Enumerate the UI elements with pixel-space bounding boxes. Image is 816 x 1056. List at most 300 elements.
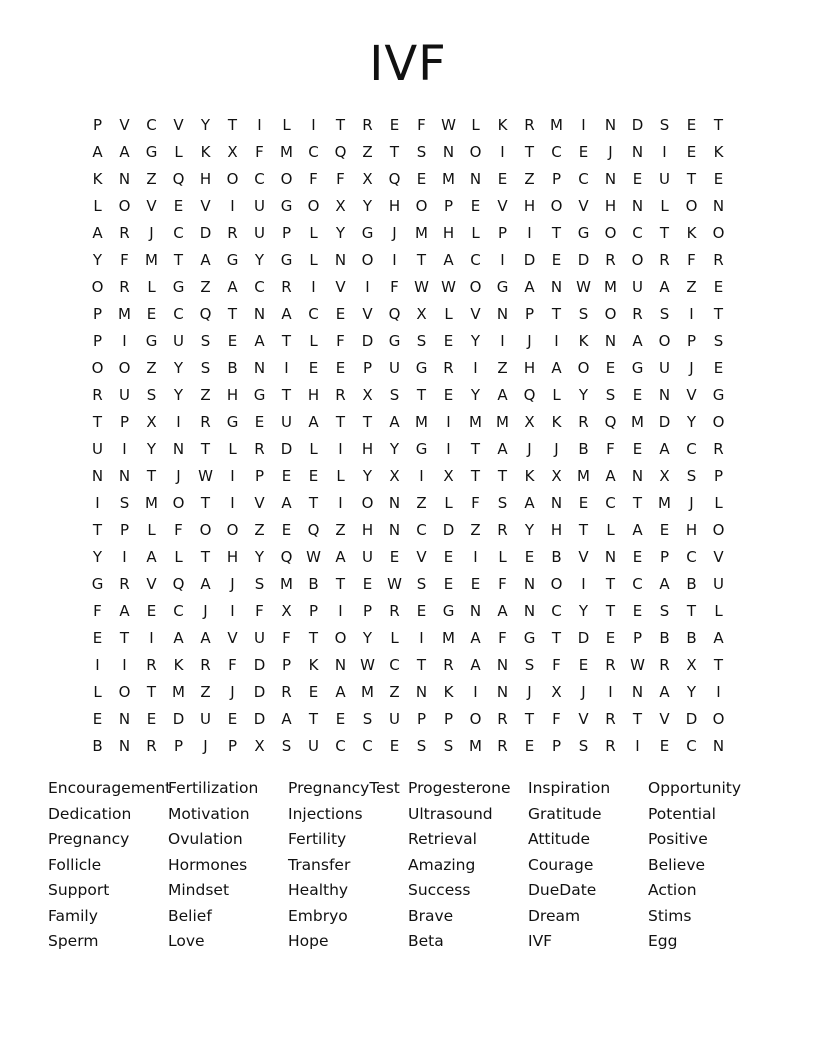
grid-letter: E (173, 197, 184, 215)
grid-letter: S (443, 737, 454, 755)
grid-letter: E (686, 143, 697, 161)
grid-letter: I (311, 116, 316, 134)
grid-letter: E (524, 548, 535, 566)
grid-letter: E (632, 602, 643, 620)
grid-letter: H (199, 170, 212, 188)
word-list-item: Stims (648, 906, 692, 925)
grid-letter: J (203, 602, 208, 620)
grid-letter: I (473, 683, 478, 701)
grid-letter: T (146, 683, 157, 701)
word-list-item: DueDate (528, 881, 597, 899)
grid-letter: O (604, 305, 617, 323)
grid-letter: J (149, 224, 154, 242)
grid-letter: E (92, 629, 103, 647)
grid-letter: A (470, 629, 481, 647)
grid-letter: V (173, 116, 184, 134)
grid-letter: I (527, 224, 532, 242)
grid-letter: Z (362, 143, 373, 161)
grid-letter: T (416, 656, 427, 674)
grid-letter: A (632, 521, 643, 539)
grid-letter: W (360, 656, 375, 674)
grid-letter: X (362, 170, 373, 188)
grid-letter: D (658, 413, 671, 431)
grid-letter: H (226, 548, 239, 566)
grid-letter: M (658, 494, 671, 512)
grid-letter: I (581, 116, 586, 134)
grid-letter: A (524, 494, 535, 512)
grid-letter: N (91, 467, 104, 485)
grid-letter: G (91, 575, 104, 593)
grid-letter: R (119, 278, 130, 296)
grid-letter: Y (389, 440, 400, 458)
grid-letter: H (550, 521, 563, 539)
grid-letter: Q (334, 143, 347, 161)
grid-letter: L (498, 548, 507, 566)
grid-letter: S (578, 305, 589, 323)
grid-letter: G (388, 332, 401, 350)
grid-letter: T (470, 440, 481, 458)
grid-letter: R (443, 656, 454, 674)
grid-letter: I (122, 440, 127, 458)
grid-letter: A (470, 656, 481, 674)
word-list-item: Potential (648, 804, 716, 823)
grid-letter: T (470, 467, 481, 485)
grid-letter: P (92, 116, 103, 134)
grid-letter: A (659, 683, 670, 701)
grid-letter: X (524, 413, 535, 431)
grid-letter: R (200, 656, 211, 674)
grid-letter: B (92, 737, 103, 755)
grid-letter: T (146, 467, 157, 485)
grid-letter: J (689, 359, 694, 377)
grid-letter: H (442, 224, 455, 242)
grid-letter: O (712, 224, 725, 242)
word-list-item: Courage (528, 855, 594, 874)
grid-letter: G (253, 386, 266, 404)
grid-letter: J (581, 683, 586, 701)
grid-letter: F (606, 440, 615, 458)
grid-letter: H (226, 386, 239, 404)
grid-letter: X (389, 467, 400, 485)
grid-letter: M (280, 143, 293, 161)
grid-letter: E (443, 575, 454, 593)
grid-letter: A (497, 440, 508, 458)
grid-letter: U (281, 413, 292, 431)
grid-letter: S (389, 386, 400, 404)
grid-letter: E (713, 278, 724, 296)
grid-letter: B (551, 548, 562, 566)
grid-letter: M (550, 116, 563, 134)
grid-letter: T (713, 656, 724, 674)
grid-letter: E (146, 602, 157, 620)
grid-letter: U (173, 332, 184, 350)
grid-letter: G (361, 224, 374, 242)
grid-letter: W (414, 278, 429, 296)
word-list-item: Dream (528, 906, 581, 925)
grid-letter: M (442, 629, 455, 647)
grid-letter: U (254, 629, 265, 647)
grid-letter: T (686, 170, 697, 188)
word-list-item: Ovulation (168, 830, 243, 848)
grid-letter: U (200, 710, 211, 728)
grid-letter: A (200, 575, 211, 593)
grid-letter: N (442, 143, 455, 161)
grid-letter: I (311, 278, 316, 296)
grid-letter: L (552, 386, 561, 404)
grid-letter: R (713, 440, 724, 458)
grid-letter: N (334, 656, 347, 674)
grid-letter: N (388, 494, 401, 512)
grid-letter: Y (578, 386, 589, 404)
grid-letter: A (281, 305, 292, 323)
grid-letter: M (415, 413, 428, 431)
grid-letter: D (442, 521, 455, 539)
grid-letter: N (496, 305, 509, 323)
grid-letter: R (659, 251, 670, 269)
grid-letter: A (497, 602, 508, 620)
grid-letter: T (632, 710, 643, 728)
grid-letter: E (470, 575, 481, 593)
grid-letter: R (713, 251, 724, 269)
grid-letter: I (122, 332, 127, 350)
grid-letter: H (388, 197, 401, 215)
grid-letter: G (415, 359, 428, 377)
grid-letter: E (578, 494, 589, 512)
grid-letter: E (605, 629, 616, 647)
grid-letter: T (551, 224, 562, 242)
grid-letter: K (524, 467, 535, 485)
grid-letter: E (470, 197, 481, 215)
grid-letter: K (200, 143, 211, 161)
grid-letter: P (362, 602, 373, 620)
grid-letter: B (227, 359, 238, 377)
grid-letter: J (527, 440, 532, 458)
grid-letter: V (416, 548, 427, 566)
grid-letter: S (713, 332, 724, 350)
grid-letter: R (497, 710, 508, 728)
word-list-item: Encouragement (48, 779, 172, 797)
grid-letter: Q (172, 575, 185, 593)
grid-letter: S (659, 305, 670, 323)
grid-letter: H (307, 386, 320, 404)
grid-letter: L (309, 251, 318, 269)
grid-letter: L (471, 224, 480, 242)
word-list-item: Mindset (168, 881, 230, 899)
grid-letter: K (173, 656, 184, 674)
word-list-item: Pregnancy (48, 830, 130, 848)
grid-letter: G (442, 602, 455, 620)
grid-letter: E (389, 548, 400, 566)
grid-letter: V (200, 197, 211, 215)
grid-letter: Q (604, 413, 617, 431)
grid-letter: B (686, 629, 697, 647)
grid-letter: D (577, 251, 590, 269)
grid-letter: I (392, 251, 397, 269)
grid-letter: Y (173, 359, 184, 377)
grid-letter: E (416, 170, 427, 188)
grid-letter: W (387, 575, 402, 593)
grid-letter: E (92, 710, 103, 728)
grid-letter: F (282, 629, 291, 647)
grid-letter: P (227, 737, 238, 755)
grid-letter: T (362, 413, 373, 431)
grid-letter: T (524, 143, 535, 161)
grid-letter: N (604, 116, 617, 134)
grid-letter: Y (200, 116, 211, 134)
grid-letter: T (281, 386, 292, 404)
grid-letter: C (578, 170, 589, 188)
grid-letter: R (92, 386, 103, 404)
grid-letter: I (581, 575, 586, 593)
word-list-item: Hormones (168, 855, 248, 874)
grid-letter: T (227, 305, 238, 323)
grid-letter: L (93, 197, 102, 215)
grid-letter: A (443, 251, 454, 269)
grid-letter: O (172, 494, 185, 512)
grid-letter: X (146, 413, 157, 431)
grid-letter: T (497, 467, 508, 485)
grid-letter: K (443, 683, 454, 701)
grid-letter: V (470, 305, 481, 323)
grid-letter: I (500, 143, 505, 161)
grid-letter: Y (254, 251, 265, 269)
grid-letter: N (469, 602, 482, 620)
grid-letter: S (146, 386, 157, 404)
grid-letter: P (173, 737, 184, 755)
grid-letter: I (635, 737, 640, 755)
grid-letter: R (605, 737, 616, 755)
grid-letter: Y (524, 521, 535, 539)
grid-letter: I (95, 656, 100, 674)
grid-letter: E (227, 332, 238, 350)
grid-letter: T (308, 710, 319, 728)
grid-letter: P (281, 656, 292, 674)
word-list-item: Amazing (408, 855, 476, 874)
grid-letter: T (551, 305, 562, 323)
grid-letter: O (199, 521, 212, 539)
word-list-item: Fertility (288, 830, 347, 848)
grid-letter: X (281, 602, 292, 620)
grid-letter: E (308, 359, 319, 377)
grid-letter: L (174, 548, 183, 566)
grid-letter: S (416, 575, 427, 593)
grid-letter: T (92, 521, 103, 539)
word-list-item: Dedication (48, 804, 132, 823)
grid-letter: L (228, 440, 237, 458)
grid-letter: B (308, 575, 319, 593)
grid-letter: S (578, 737, 589, 755)
grid-letter: I (608, 683, 613, 701)
grid-letter: P (92, 332, 103, 350)
grid-letter: I (95, 494, 100, 512)
word-list-item: Sperm (48, 932, 99, 950)
grid-letter: C (632, 575, 643, 593)
grid-letter: D (361, 332, 374, 350)
grid-letter: X (335, 197, 346, 215)
grid-letter: S (686, 467, 697, 485)
grid-letter: J (230, 683, 235, 701)
grid-letter: L (282, 116, 291, 134)
grid-letter: I (446, 440, 451, 458)
grid-letter: T (524, 710, 535, 728)
grid-letter: X (443, 467, 454, 485)
grid-letter: U (632, 278, 643, 296)
grid-letter: F (687, 251, 696, 269)
grid-letter: Y (362, 629, 373, 647)
grid-letter: J (554, 440, 559, 458)
grid-letter: O (91, 359, 104, 377)
grid-letter: N (631, 197, 644, 215)
grid-letter: Q (307, 521, 320, 539)
grid-letter: E (146, 305, 157, 323)
grid-letter: L (309, 440, 318, 458)
grid-letter: W (441, 278, 456, 296)
grid-letter: F (498, 575, 507, 593)
grid-letter: F (255, 602, 264, 620)
word-list-item: Action (648, 881, 697, 899)
grid-letter: P (119, 521, 130, 539)
grid-letter: L (444, 494, 453, 512)
grid-letter: X (551, 467, 562, 485)
grid-letter: V (146, 575, 157, 593)
grid-letter: G (145, 143, 158, 161)
grid-letter: Z (200, 278, 211, 296)
grid-letter: K (308, 656, 319, 674)
grid-letter: W (630, 656, 645, 674)
grid-letter: S (416, 737, 427, 755)
grid-letter: C (605, 494, 616, 512)
grid-letter: O (361, 494, 374, 512)
grid-letter: A (335, 683, 346, 701)
grid-letter: L (390, 629, 399, 647)
grid-letter: I (284, 359, 289, 377)
grid-letter: L (174, 143, 183, 161)
grid-letter: N (388, 521, 401, 539)
grid-letter: F (552, 656, 561, 674)
grid-letter: F (255, 143, 264, 161)
grid-letter: H (685, 521, 698, 539)
grid-letter: X (227, 143, 238, 161)
grid-letter: Q (199, 305, 212, 323)
word-list-item: Follicle (48, 855, 102, 874)
word-list (48, 776, 768, 956)
grid-letter: E (578, 143, 589, 161)
grid-letter: F (174, 521, 183, 539)
grid-letter: E (335, 305, 346, 323)
grid-letter: N (118, 710, 131, 728)
grid-letter: C (686, 737, 697, 755)
grid-letter: O (361, 251, 374, 269)
grid-letter: A (713, 629, 724, 647)
grid-letter: O (307, 197, 320, 215)
grid-letter: R (632, 305, 643, 323)
grid-letter: I (230, 197, 235, 215)
grid-letter: R (335, 386, 346, 404)
grid-letter: T (551, 629, 562, 647)
grid-letter: Y (146, 440, 157, 458)
word-list-item: Injections (288, 804, 363, 823)
grid-letter: R (605, 710, 616, 728)
grid-letter: S (416, 143, 427, 161)
grid-letter: D (253, 656, 266, 674)
grid-letter: U (308, 737, 319, 755)
grid-letter: R (119, 575, 130, 593)
grid-letter: U (389, 359, 400, 377)
word-list-item: Support (48, 881, 110, 899)
word-list-item: Brave (408, 906, 454, 925)
word-list-item: Motivation (168, 804, 250, 823)
grid-letter: T (416, 251, 427, 269)
grid-letter: I (473, 359, 478, 377)
grid-letter: T (389, 143, 400, 161)
grid-letter: O (118, 359, 131, 377)
grid-letter: Y (362, 467, 373, 485)
grid-letter: U (92, 440, 103, 458)
grid-letter: R (605, 251, 616, 269)
grid-letter: E (308, 467, 319, 485)
grid-letter: O (469, 143, 482, 161)
grid-letter: E (362, 575, 373, 593)
grid-letter: J (392, 224, 397, 242)
grid-letter: F (471, 494, 480, 512)
grid-letter: V (497, 197, 508, 215)
grid-letter: K (92, 170, 103, 188)
grid-letter: Z (254, 521, 265, 539)
grid-letter: C (254, 278, 265, 296)
grid-letter: G (172, 278, 185, 296)
grid-letter: C (146, 116, 157, 134)
grid-letter: C (416, 521, 427, 539)
grid-letter: P (254, 467, 265, 485)
grid-letter: I (122, 656, 127, 674)
page-title: IVF (369, 36, 447, 92)
grid-letter: Z (497, 359, 508, 377)
grid-letter: E (443, 332, 454, 350)
grid-letter: O (685, 197, 698, 215)
grid-letter: C (632, 224, 643, 242)
grid-letter: N (712, 737, 725, 755)
grid-letter: R (281, 278, 292, 296)
grid-letter: E (389, 116, 400, 134)
grid-letter: F (417, 116, 426, 134)
grid-letter: N (631, 467, 644, 485)
grid-letter: E (308, 683, 319, 701)
grid-letter: I (338, 494, 343, 512)
grid-letter: S (497, 494, 508, 512)
grid-letter: Y (686, 683, 697, 701)
grid-letter: R (659, 656, 670, 674)
grid-letter: R (443, 359, 454, 377)
grid-letter: L (471, 116, 480, 134)
grid-letter: P (443, 710, 454, 728)
grid-letter: V (578, 197, 589, 215)
grid-letter: E (632, 440, 643, 458)
grid-letter: D (172, 710, 185, 728)
grid-letter: O (91, 278, 104, 296)
grid-letter: L (714, 494, 723, 512)
grid-letter: R (605, 656, 616, 674)
grid-letter: A (92, 224, 103, 242)
grid-letter: T (605, 602, 616, 620)
grid-letter: O (118, 683, 131, 701)
grid-letter: I (446, 413, 451, 431)
grid-letter: I (500, 251, 505, 269)
grid-letter: O (415, 197, 428, 215)
grid-letter: T (416, 386, 427, 404)
grid-letter: S (605, 386, 616, 404)
grid-letter: N (118, 737, 131, 755)
grid-letter: Z (146, 170, 157, 188)
